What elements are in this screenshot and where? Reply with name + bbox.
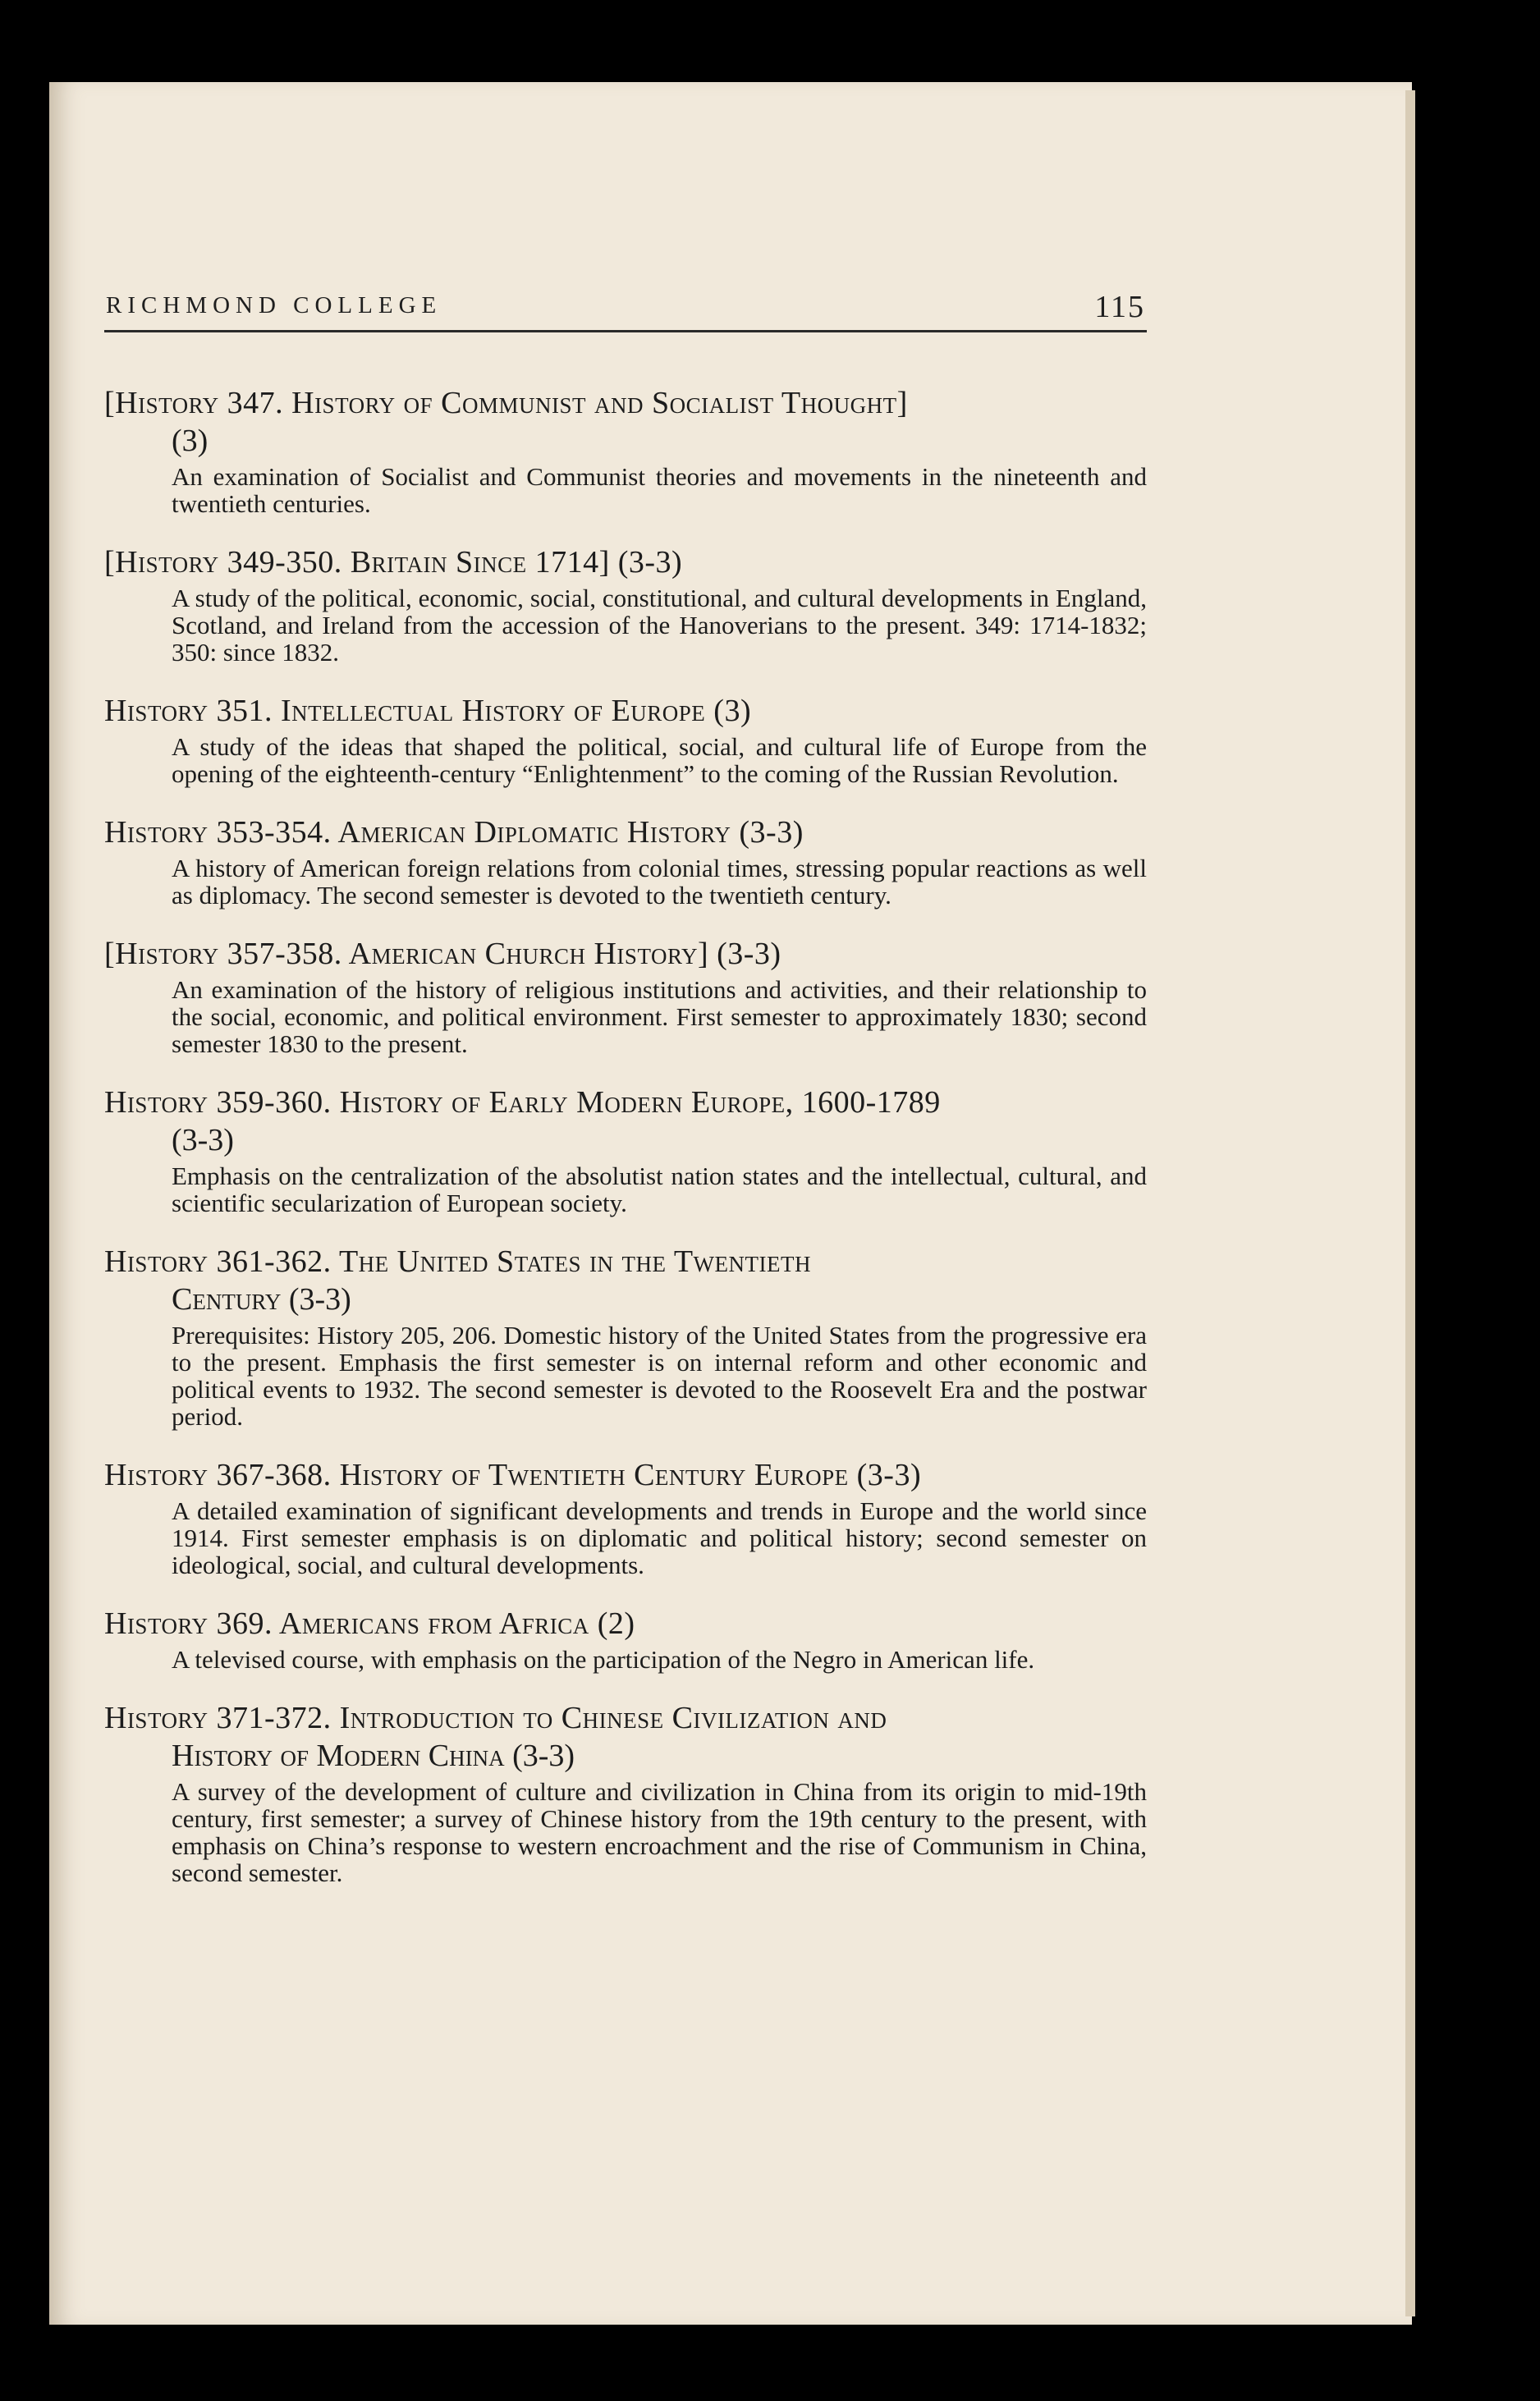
course-credits: (3) (172, 424, 209, 458)
course-entry-357-358 (104, 935, 1147, 1057)
course-title: [History 347. History of Communist and Socialist Thought] (104, 386, 908, 420)
course-description: A televised course, with emphasis on the participation of the Negro in American life. (172, 1645, 1035, 1674)
course-description: An examination of Socialist and Communist theories and movements in the nineteenth and twentieth centuries. (172, 462, 1147, 518)
course-list (104, 384, 1147, 1913)
course-title: History 351. Intellectual History of Europe (3) (104, 694, 752, 728)
course-description: A survey of the development of culture and civilization in China from its origin to mid-19th century, first semester; a survey of Chinese history from the 19th century to the present, with emphasis on China’s response to western encroachment and the rise of Communism in China, second semester. (172, 1777, 1147, 1887)
course-title: History 361-362. The United States in the Twentieth (104, 1244, 811, 1279)
running-head: RICHMOND COLLEGE (106, 292, 442, 318)
course-description: An examination of the history of religious institutions and activities, and their relationship to the social, economic, and political environment. First semester to approximately 1830; second semester 1830 to the present. (172, 975, 1147, 1058)
course-entry-361-362 (104, 1243, 1147, 1430)
course-title: History 353-354. American Diplomatic History (3-3) (104, 815, 804, 850)
course-title: History 367-368. History of Twentieth Century Europe (3-3) (104, 1458, 922, 1492)
course-credits: (3-3) (172, 1123, 234, 1157)
course-entry-367-368 (104, 1456, 1147, 1579)
course-credits: History of Modern China (3-3) (172, 1739, 575, 1773)
course-entry-351 (104, 692, 1147, 787)
course-description: Prerequisites: History 205, 206. Domestic history of the United States from the progressive era to the present. Emphasis the first semester is on internal reform and other economic and political events to 1932. The second semester is devoted to the Roosevelt Era and the postwar period. (172, 1321, 1147, 1431)
course-title: History 369. Americans from Africa (2) (104, 1606, 635, 1641)
page-edge (1405, 90, 1415, 2316)
course-credits: Century (3-3) (172, 1282, 351, 1317)
course-description: Emphasis on the centralization of the absolutist nation states and the intellectual, cultural, and scientific secularization of European society. (172, 1162, 1147, 1217)
course-entry-371-372 (104, 1699, 1147, 1886)
course-title: [History 349-350. Britain Since 1714] (3-3) (104, 545, 683, 580)
page-header (104, 289, 1147, 332)
course-entry-347 (104, 384, 1147, 517)
course-description: A study of the political, economic, social, constitutional, and cultural developments in England, Scotland, and Ireland from the accession of the Hanoverians to the present. 349: 1714-1832; 350: since 1832. (172, 584, 1147, 667)
page-number: 115 (1094, 290, 1145, 324)
course-description: A history of American foreign relations from colonial times, stressing popular reactions as well as diplomacy. The second semester is devoted to the twentieth century. (172, 854, 1147, 910)
course-description: A study of the ideas that shaped the political, social, and cultural life of Europe from the opening of the eighteenth-century “Enlightenment” to the coming of the Russian Revolution. (172, 732, 1147, 788)
course-entry-349-350 (104, 543, 1147, 666)
course-description: A detailed examination of significant developments and trends in Europe and the world since 1914. First semester emphasis is on diplomatic and political history; second semester on ideological, social, and cultural developments. (172, 1496, 1147, 1579)
course-entry-359-360 (104, 1084, 1147, 1217)
course-title: [History 357-358. American Church History] (3-3) (104, 937, 781, 971)
course-entry-353-354 (104, 813, 1147, 909)
course-entry-369 (104, 1605, 1147, 1673)
course-title: History 359-360. History of Early Modern Europe, 1600-1789 (104, 1085, 941, 1120)
course-title: History 371-372. Introduction to Chinese Civilization and (104, 1701, 887, 1735)
